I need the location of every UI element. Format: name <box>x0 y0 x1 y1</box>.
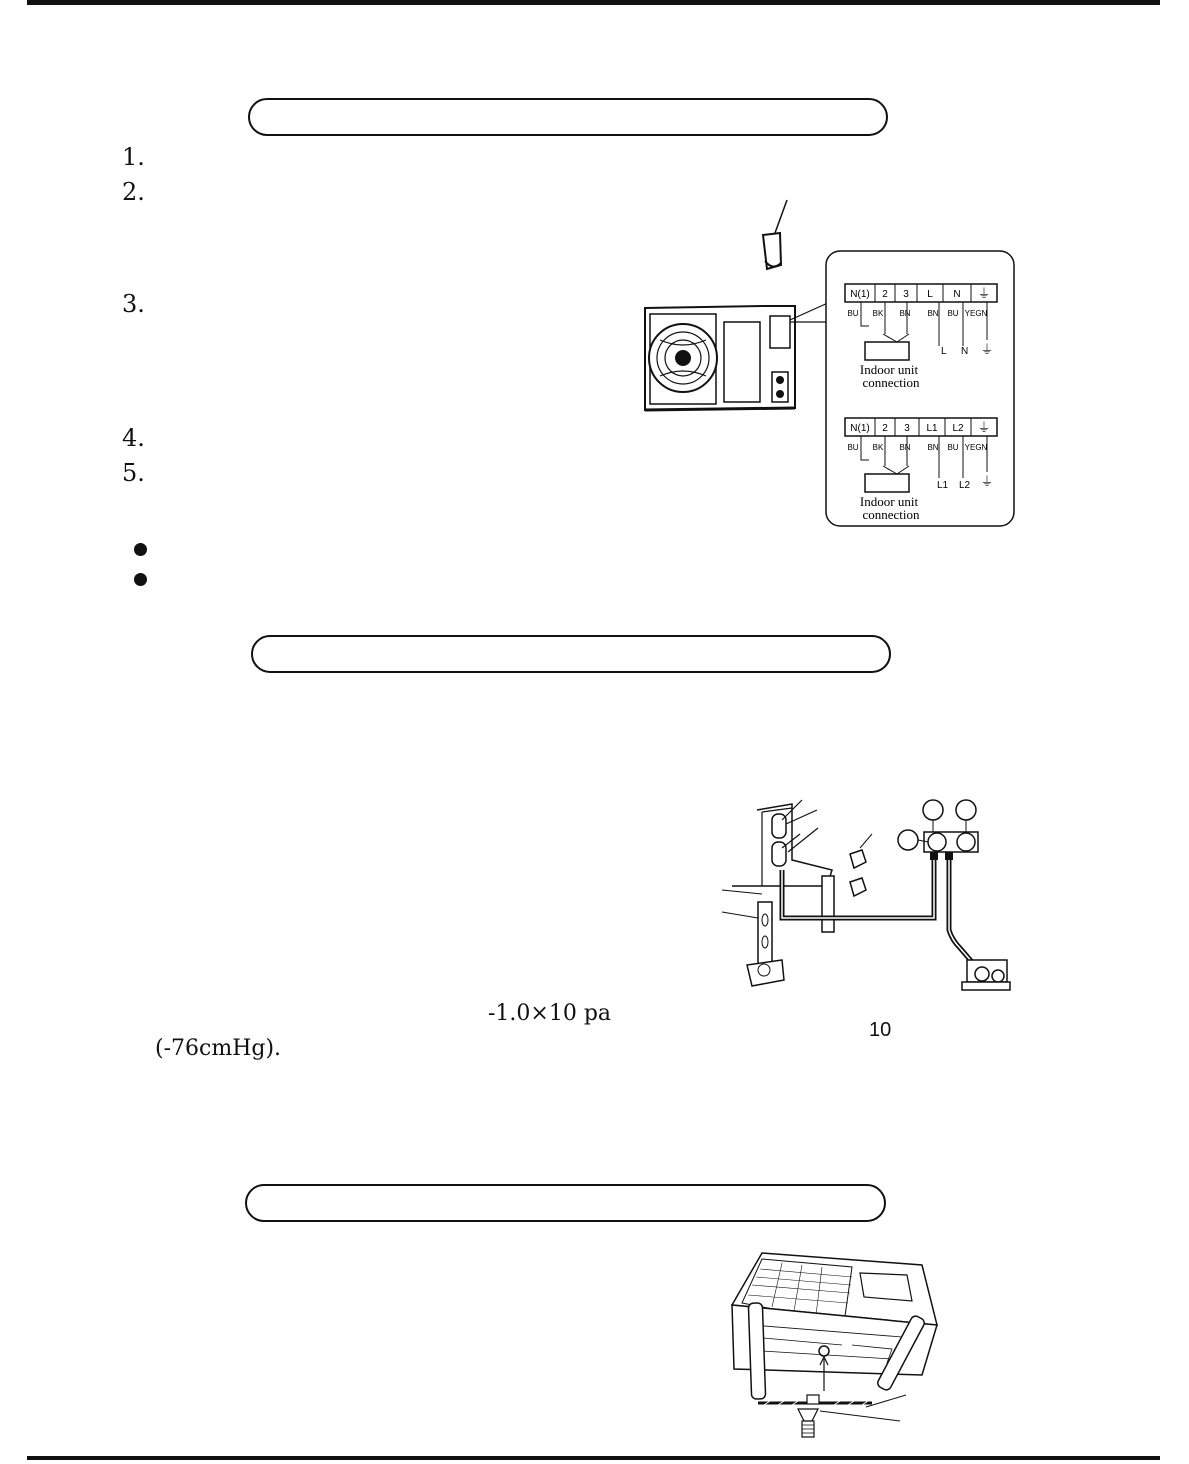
supply-label: L1 <box>937 480 949 491</box>
wire-code: BU <box>947 443 959 452</box>
terminal-label: 3 <box>904 423 910 434</box>
terminal-label: L1 <box>926 423 938 434</box>
wire-code: BK <box>872 309 884 318</box>
wire-code: BU <box>847 309 859 318</box>
wire-code: YEGN <box>964 309 988 318</box>
connection-label-line1: Indoor unit <box>859 494 919 509</box>
terminal-label: L <box>927 289 933 300</box>
terminal-label: N(1) <box>850 423 870 434</box>
top-rule <box>27 0 1160 5</box>
wire-code: BU <box>847 443 859 452</box>
cable-clamp-illustration <box>745 195 805 275</box>
terminal-label: 2 <box>882 423 888 434</box>
step-1-number: 1. <box>122 143 145 171</box>
pressure-exponent: 10 <box>869 1019 892 1041</box>
pressure-value: -1.0×10 pa <box>488 1001 612 1026</box>
wire-code: BU <box>947 309 959 318</box>
drain-joint-illustration <box>722 1245 942 1445</box>
ground-symbol-label: ⏚ <box>977 286 991 301</box>
wire-code: YEGN <box>964 443 988 452</box>
wiring-panel <box>825 250 1015 527</box>
section-3-title-box <box>245 1184 886 1222</box>
wire-code: BN <box>899 309 911 318</box>
supply-ground-label: ⏚ <box>980 474 994 489</box>
ground-symbol-label: ⏚ <box>977 420 991 435</box>
connection-label-line1: Indoor unit <box>859 362 919 377</box>
step-2-number: 2. <box>122 178 145 206</box>
section-2-title-box <box>251 635 891 673</box>
terminal-label: 3 <box>903 289 909 300</box>
vacuum-pump-illustration <box>722 790 1012 995</box>
bottom-rule <box>27 1456 1160 1460</box>
connection-label-line2: connection <box>862 375 920 390</box>
wire-code: BN <box>899 443 911 452</box>
terminal-label: L2 <box>952 423 964 434</box>
outdoor-unit-illustration <box>640 300 830 420</box>
wire-code: BN <box>927 443 939 452</box>
section-1-title-box <box>248 98 888 136</box>
step-3-number: 3. <box>122 290 145 318</box>
wire-code: BK <box>872 443 884 452</box>
supply-label: L2 <box>959 480 971 491</box>
step-5-number: 5. <box>122 459 145 487</box>
terminal-label: N <box>953 289 961 300</box>
terminal-label: 2 <box>882 289 888 300</box>
supply-ground-label: ⏚ <box>980 342 994 357</box>
bullet-1 <box>134 543 147 556</box>
supply-label: L <box>941 346 947 357</box>
supply-label: N <box>961 346 969 357</box>
pressure-cmhg: (-76cmHg). <box>155 1036 282 1061</box>
wire-code: BN <box>927 309 939 318</box>
terminal-label: N(1) <box>850 289 870 300</box>
connection-label-line2: connection <box>862 507 920 522</box>
step-4-number: 4. <box>122 424 145 452</box>
bullet-2 <box>134 573 147 586</box>
